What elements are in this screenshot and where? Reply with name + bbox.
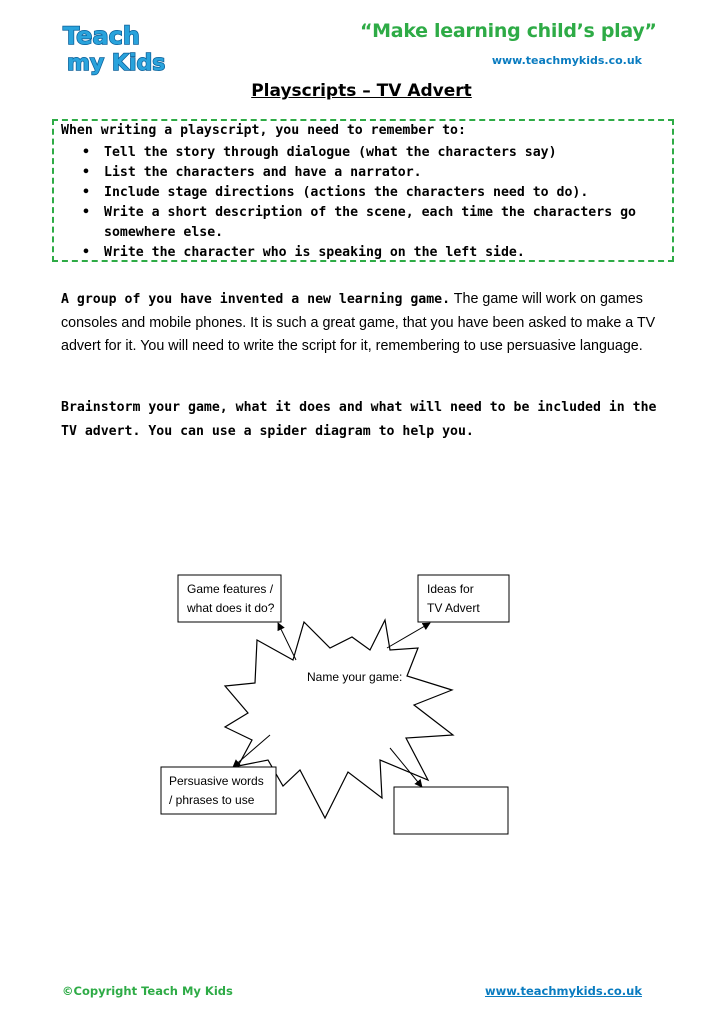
copyright-text: ©Copyright Teach My Kids: [62, 984, 233, 998]
footer-link[interactable]: www.teachmykids.co.uk: [484, 984, 642, 998]
bullet-icon: •: [82, 185, 90, 200]
tagline: “Make learning child’s play”: [360, 20, 657, 42]
box-ideas-line2: TV Advert: [427, 601, 480, 615]
reminder-list: [82, 143, 672, 263]
brainstorm-paragraph: Brainstorm your game, what it does and what will need to be included in the TV advert. You can use a spider diagram to help you.: [61, 400, 657, 439]
box-persuasive-label: [169, 772, 264, 810]
bullet-icon: •: [82, 165, 90, 180]
page-title: Playscripts – TV Advert: [251, 81, 472, 101]
header-site-url[interactable]: www.teachmykids.co.uk: [491, 54, 642, 67]
reminder-item: Write a short description of the scene, each time the characters go somewhere else.: [104, 205, 636, 240]
bullet-icon: •: [82, 145, 90, 160]
box-persuasive-line2: / phrases to use: [169, 793, 255, 807]
intro-lead: A group of you have invented a new learning game.: [61, 292, 451, 307]
box-persuasive-line1: Persuasive words: [169, 774, 264, 788]
list-item: [82, 143, 672, 163]
teach-my-kids-logo: [55, 18, 165, 76]
list-item: [82, 243, 672, 263]
list-item: [82, 183, 672, 203]
reminder-item: Include stage directions (actions the characters need to do).: [104, 185, 589, 200]
reminder-item: List the characters and have a narrator.: [104, 165, 422, 180]
arrow-to-ideas: [387, 623, 430, 648]
logo-line1: Teach: [63, 22, 140, 50]
box-features-line2: what does it do?: [187, 601, 275, 615]
intro-paragraph: [61, 288, 671, 359]
reminder-heading: When writing a playscript, you need to remember to:: [61, 123, 466, 138]
list-item: [82, 163, 672, 183]
reminder-item: Write the character who is speaking on the left side.: [104, 245, 525, 260]
spider-diagram: [0, 560, 723, 850]
box-blank[interactable]: [394, 787, 508, 834]
box-features-label: [187, 580, 274, 618]
bullet-icon: •: [82, 245, 90, 260]
list-item: [82, 203, 672, 243]
game-name-label: Name your game:: [307, 670, 403, 684]
box-features-line1: Game features /: [187, 582, 274, 596]
reminder-item: Tell the story through dialogue (what the characters say): [104, 145, 557, 160]
box-ideas-label: [427, 580, 480, 618]
logo-line2: my Kids: [67, 51, 165, 76]
bullet-icon: •: [82, 205, 90, 220]
box-ideas-line1: Ideas for: [427, 582, 474, 596]
intro-rest: The game will work on games consoles and mobile phones. It is such a great game, that you have been asked to make a TV advert for it. You will need to write the script for it, remembering to use persuasive language.: [61, 291, 656, 354]
